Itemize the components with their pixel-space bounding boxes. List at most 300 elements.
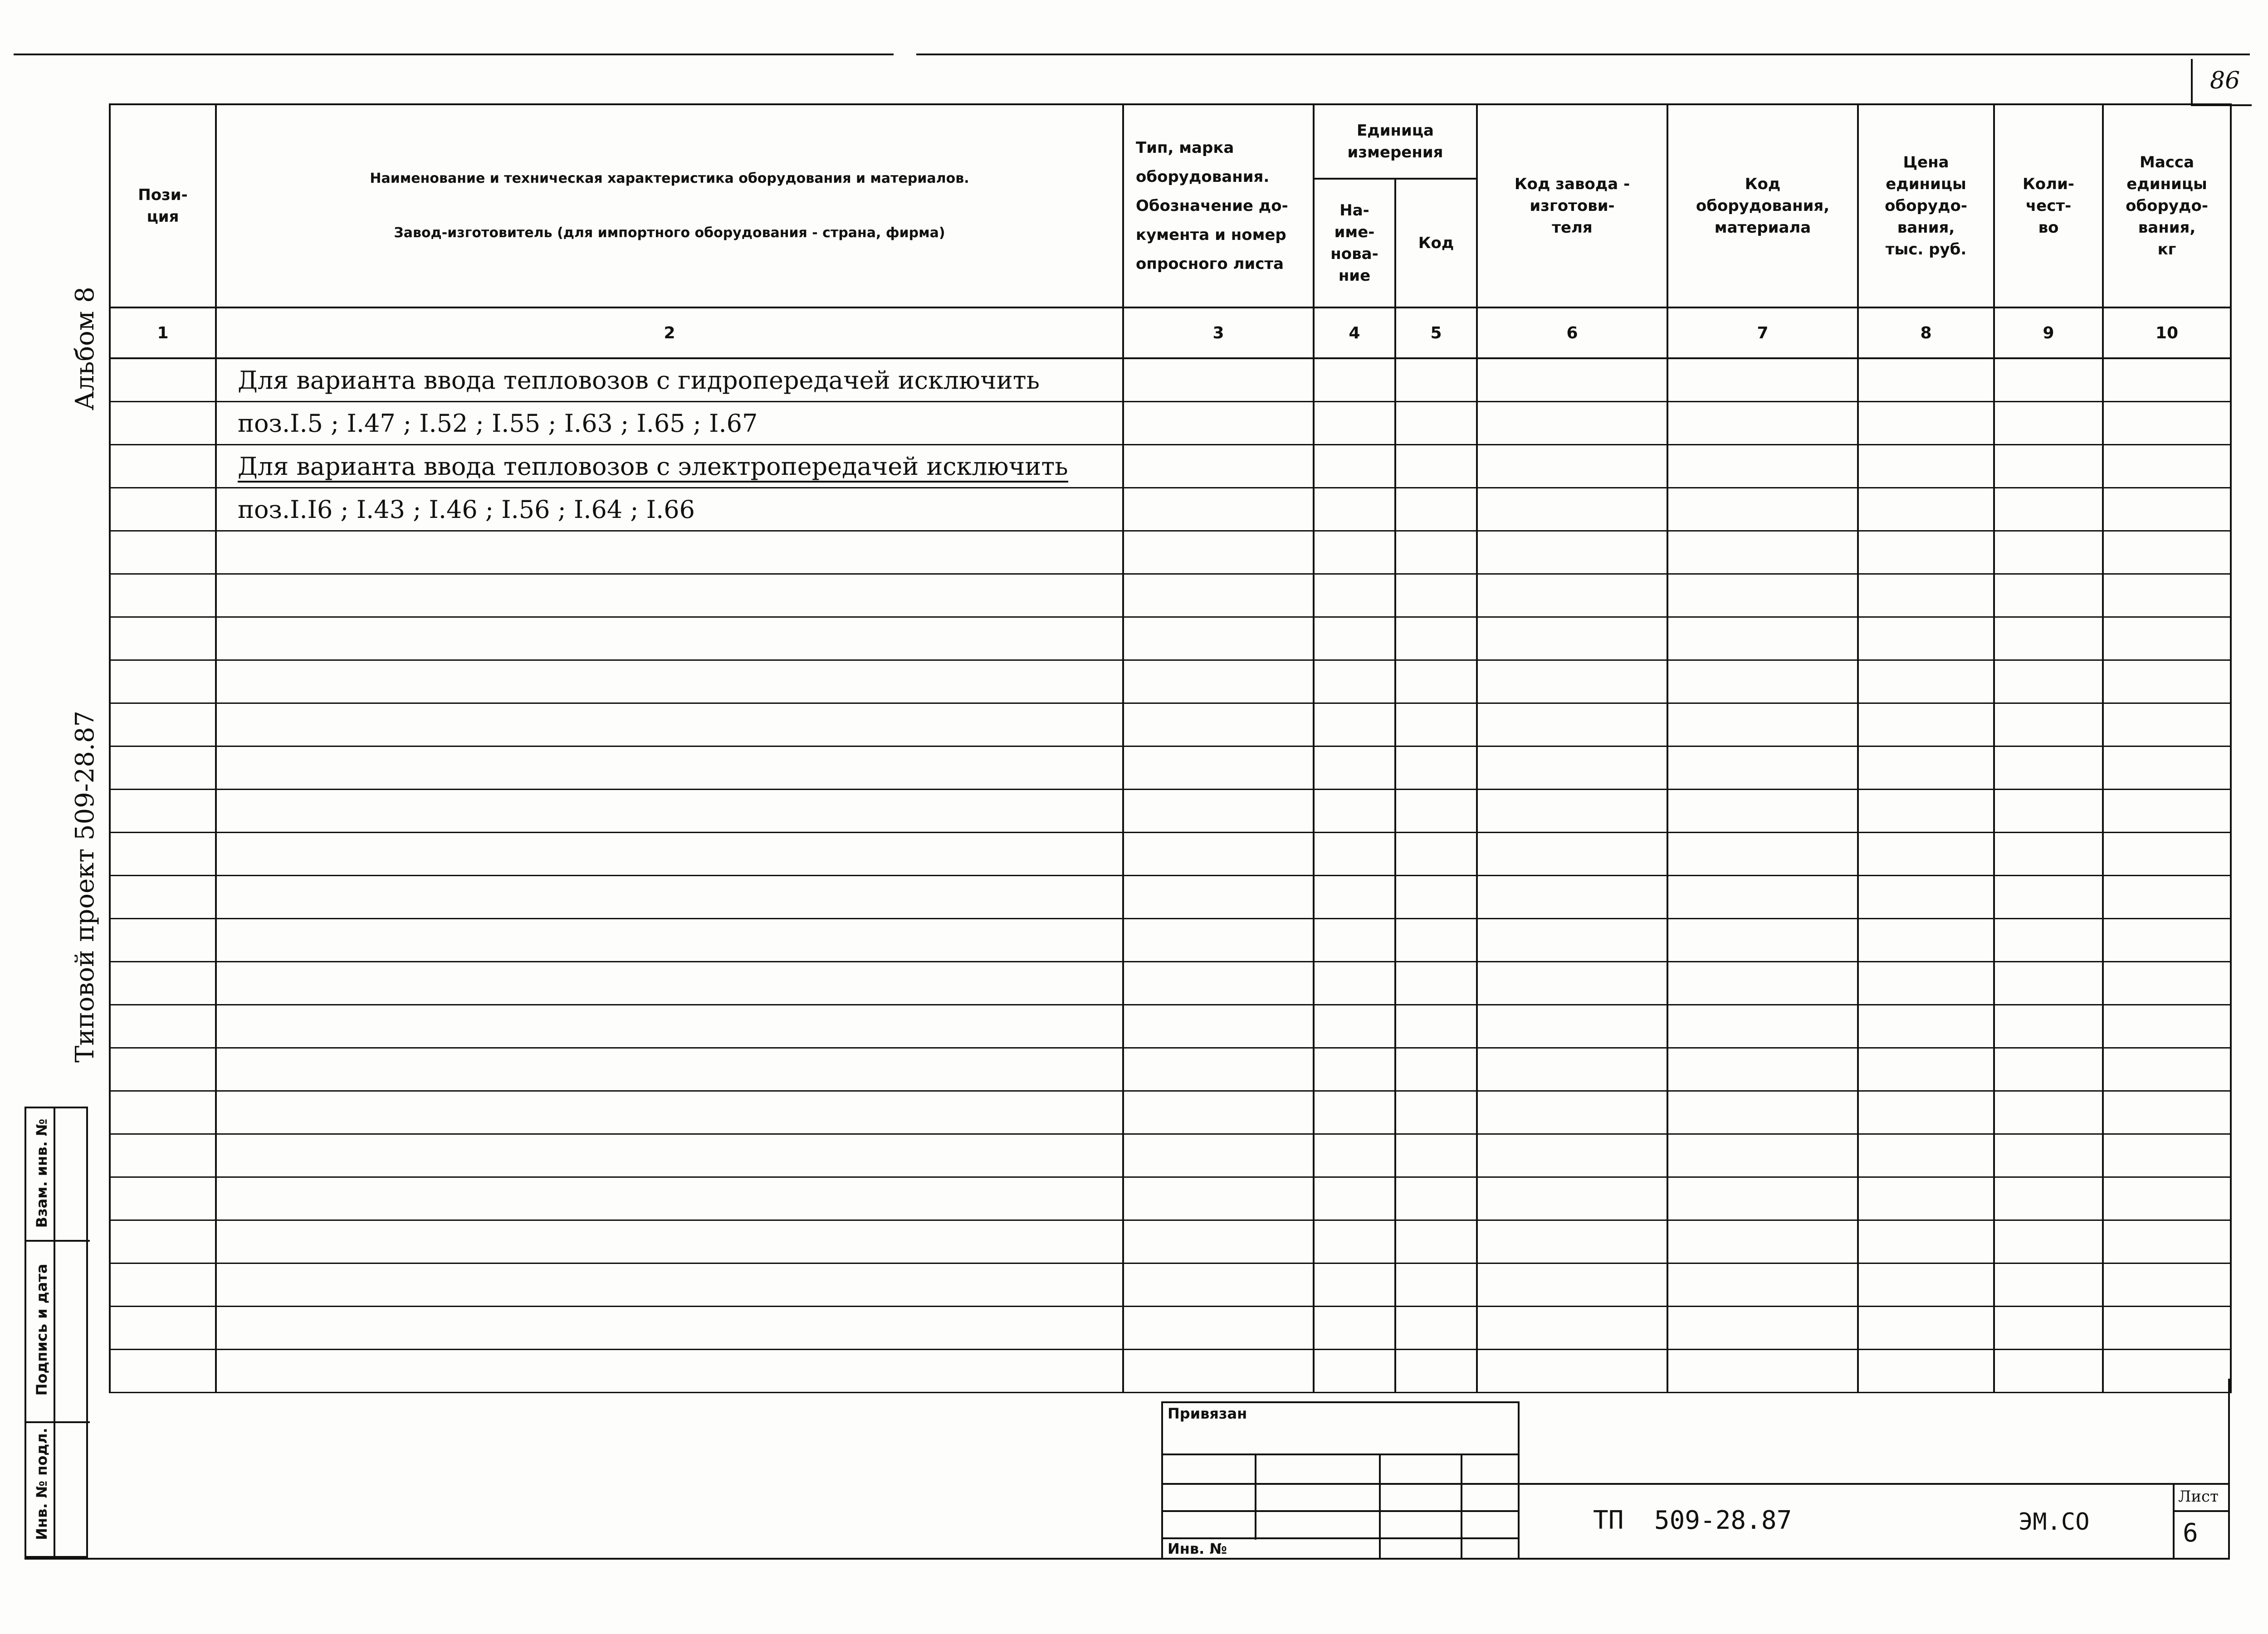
table-cell (1395, 833, 1477, 876)
table-row (110, 574, 2231, 617)
table-cell (1123, 574, 1314, 617)
table-cell (110, 531, 216, 574)
table-cell (2103, 488, 2231, 531)
table-cell (1858, 1091, 1994, 1134)
table-cell (2103, 574, 2231, 617)
row-description (216, 531, 1123, 574)
table-cell (1477, 1220, 1667, 1263)
table-cell (1123, 1307, 1314, 1350)
table-cell (1123, 790, 1314, 833)
table-cell (2103, 1220, 2231, 1263)
table-cell (1395, 574, 1477, 617)
table-cell (1994, 445, 2103, 488)
table-cell (110, 402, 216, 445)
table-cell (1123, 1350, 1314, 1393)
table-cell (110, 617, 216, 660)
table-cell (1667, 746, 1858, 790)
table-cell (2103, 703, 2231, 746)
table-cell (110, 1091, 216, 1134)
table-cell (2103, 790, 2231, 833)
table-cell (1314, 402, 1395, 445)
table-row (110, 617, 2231, 660)
table-cell (2103, 1263, 2231, 1307)
table-cell (1395, 1134, 1477, 1177)
bound-stamp (1161, 1401, 1520, 1560)
table-cell (1477, 402, 1667, 445)
table-cell (1395, 790, 1477, 833)
table-row (110, 660, 2231, 703)
table-cell (110, 746, 216, 790)
table-cell (1994, 962, 2103, 1005)
stamp-original-inv: Инв. № подл. (33, 1428, 50, 1540)
table-cell (1477, 1091, 1667, 1134)
table-cell (110, 1263, 216, 1307)
table-row (110, 1048, 2231, 1091)
table-row (110, 919, 2231, 962)
table-cell (1395, 919, 1477, 962)
table-cell (1858, 402, 1994, 445)
table-row (110, 1091, 2231, 1134)
table-cell (1123, 445, 1314, 488)
row-description (216, 1005, 1123, 1048)
table-cell (1667, 1350, 1858, 1393)
column-number: 2 (216, 307, 1123, 358)
column-number: 1 (110, 307, 216, 358)
table-cell (1994, 746, 2103, 790)
table-cell (1314, 790, 1395, 833)
table-cell (1314, 574, 1395, 617)
table-cell (1858, 962, 1994, 1005)
table-cell (1858, 833, 1994, 876)
table-cell (1123, 703, 1314, 746)
table-cell (1667, 1177, 1858, 1220)
specification-body (110, 358, 2231, 1393)
table-cell (2103, 531, 2231, 574)
table-cell (1395, 1091, 1477, 1134)
table-cell (1477, 660, 1667, 703)
table-row (110, 358, 2231, 402)
table-cell (1994, 1091, 2103, 1134)
table-row (110, 1263, 2231, 1307)
table-cell (2103, 746, 2231, 790)
table-cell (110, 660, 216, 703)
table-cell (1395, 358, 1477, 402)
table-cell (1395, 1350, 1477, 1393)
row-description (216, 919, 1123, 962)
row-description (216, 1263, 1123, 1307)
table-cell (1667, 660, 1858, 703)
bound-label: Привязан (1168, 1405, 1247, 1422)
header-unit-code: Код (1395, 179, 1477, 307)
header-unit-price: Цена единицы оборудо- вания, тыс. руб. (1858, 104, 1994, 307)
table-cell (1123, 746, 1314, 790)
table-cell (1858, 1307, 1994, 1350)
table-cell (1314, 876, 1395, 919)
row-description (216, 402, 1123, 445)
table-cell (110, 574, 216, 617)
table-cell (1314, 1263, 1395, 1307)
table-cell (1477, 1005, 1667, 1048)
project-label: Типовой проект 509-28.87 (70, 711, 100, 1063)
column-number: 9 (1994, 307, 2103, 358)
table-cell (1994, 833, 2103, 876)
table-cell (1667, 358, 1858, 402)
row-description (216, 1091, 1123, 1134)
table-cell (110, 703, 216, 746)
column-number: 6 (1477, 307, 1667, 358)
table-cell (1395, 1048, 1477, 1091)
table-cell (1477, 1177, 1667, 1220)
table-row (110, 833, 2231, 876)
table-cell (1667, 574, 1858, 617)
table-cell (1858, 617, 1994, 660)
table-row (110, 703, 2231, 746)
table-cell (1858, 1048, 1994, 1091)
table-cell (1314, 1220, 1395, 1263)
table-cell (1314, 1091, 1395, 1134)
table-cell (1477, 1048, 1667, 1091)
table-cell (110, 445, 216, 488)
table-cell (1994, 1048, 2103, 1091)
row-description (216, 1048, 1123, 1091)
row-description (216, 1350, 1123, 1393)
table-row (110, 1350, 2231, 1393)
table-cell (1994, 1263, 2103, 1307)
row-description (216, 746, 1123, 790)
table-cell (1994, 1134, 2103, 1177)
table-row (110, 488, 2231, 531)
table-cell (110, 1005, 216, 1048)
table-cell (1858, 1134, 1994, 1177)
table-cell (1314, 919, 1395, 962)
table-cell (1314, 1048, 1395, 1091)
table-cell (110, 488, 216, 531)
table-cell (1858, 488, 1994, 531)
column-number: 5 (1395, 307, 1477, 358)
table-cell (1477, 1307, 1667, 1350)
header-position: Пози- ция (110, 104, 216, 307)
table-cell (2103, 1005, 2231, 1048)
table-cell (1123, 1220, 1314, 1263)
row-description (216, 445, 1123, 488)
row-text: Для варианта ввода тепловозов с электропередачей исключить (238, 452, 1068, 483)
row-description (216, 962, 1123, 1005)
table-cell (1395, 617, 1477, 660)
table-cell (1477, 962, 1667, 1005)
table-cell (1395, 876, 1477, 919)
table-cell (1994, 703, 2103, 746)
table-cell (1858, 790, 1994, 833)
table-cell (1314, 445, 1395, 488)
table-cell (1477, 1350, 1667, 1393)
header-equipment-code: Код оборудования, материала (1667, 104, 1858, 307)
table-cell (1667, 402, 1858, 445)
row-description (216, 1134, 1123, 1177)
table-cell (1123, 919, 1314, 962)
table-cell (2103, 445, 2231, 488)
table-cell (1477, 531, 1667, 574)
table-cell (1123, 617, 1314, 660)
table-row (110, 1220, 2231, 1263)
table-cell (1314, 746, 1395, 790)
table-row (110, 962, 2231, 1005)
header-type: Тип, марка оборудования. Обозначение до- кумента и номер опросного листа (1123, 104, 1314, 307)
table-cell (1314, 1005, 1395, 1048)
inventory-label: Инв. № (1168, 1540, 1227, 1557)
table-cell (1667, 703, 1858, 746)
table-row (110, 746, 2231, 790)
table-row (110, 1005, 2231, 1048)
row-description (216, 876, 1123, 919)
table-cell (1858, 919, 1994, 962)
table-cell (1395, 1263, 1477, 1307)
bottom-frame-line (24, 1558, 2230, 1560)
row-description (216, 703, 1123, 746)
row-description (216, 1177, 1123, 1220)
table-cell (1858, 445, 1994, 488)
table-cell (2103, 660, 2231, 703)
table-cell (1123, 358, 1314, 402)
header-quantity: Коли- чест- во (1994, 104, 2103, 307)
table-cell (1477, 1134, 1667, 1177)
table-cell (1395, 402, 1477, 445)
corner-number-box (2191, 59, 2252, 106)
header-name: Наименование и техническая характеристика оборудования и материалов. Завод-изготовитель (для импортного оборудования - страна, фирма) (216, 104, 1123, 307)
table-cell (1994, 660, 2103, 703)
table-cell (1667, 1091, 1858, 1134)
column-number: 4 (1314, 307, 1395, 358)
table-cell (1667, 1307, 1858, 1350)
table-cell (1994, 1307, 2103, 1350)
table-row (110, 531, 2231, 574)
table-cell (2103, 1134, 2231, 1177)
table-cell (1477, 574, 1667, 617)
table-row (110, 445, 2231, 488)
column-number-row (110, 307, 2231, 358)
table-cell (110, 1220, 216, 1263)
table-cell (2103, 617, 2231, 660)
table-cell (1994, 574, 2103, 617)
table-cell (1123, 402, 1314, 445)
table-cell (1858, 1263, 1994, 1307)
table-row (110, 790, 2231, 833)
table-cell (1667, 1005, 1858, 1048)
table-cell (110, 1134, 216, 1177)
table-cell (2103, 1048, 2231, 1091)
table-cell (1123, 1091, 1314, 1134)
table-cell (1667, 488, 1858, 531)
table-row (110, 876, 2231, 919)
table-cell (1395, 660, 1477, 703)
table-cell (1858, 1220, 1994, 1263)
table-cell (1477, 833, 1667, 876)
sheet-label: Лист (2178, 1488, 2219, 1506)
table-cell (2103, 402, 2231, 445)
table-cell (1994, 531, 2103, 574)
table-cell (1314, 617, 1395, 660)
table-cell (1395, 445, 1477, 488)
row-description (216, 574, 1123, 617)
row-text: Для варианта ввода тепловозов с гидропередачей исключить (238, 366, 1040, 395)
table-cell (1395, 1220, 1477, 1263)
column-number: 10 (2103, 307, 2231, 358)
table-cell (1858, 746, 1994, 790)
document-code: ТП 509-28.87 (1593, 1506, 1792, 1535)
table-cell (1477, 488, 1667, 531)
table-cell (1314, 488, 1395, 531)
table-cell (1994, 1177, 2103, 1220)
row-description (216, 358, 1123, 402)
table-cell (110, 1048, 216, 1091)
header-plant-code: Код завода - изготови- теля (1477, 104, 1667, 307)
row-description (216, 1307, 1123, 1350)
column-number: 7 (1667, 307, 1858, 358)
table-cell (1395, 488, 1477, 531)
row-description (216, 1220, 1123, 1263)
table-cell (1123, 962, 1314, 1005)
table-cell (1314, 833, 1395, 876)
table-cell (1477, 876, 1667, 919)
table-cell (1667, 1263, 1858, 1307)
table-row (110, 1134, 2231, 1177)
table-cell (110, 833, 216, 876)
table-cell (1858, 1005, 1994, 1048)
table-row (110, 1177, 2231, 1220)
table-cell (1477, 790, 1667, 833)
table-cell (1395, 703, 1477, 746)
specification-table (109, 103, 2232, 1393)
table-cell (110, 1307, 216, 1350)
table-cell (1667, 617, 1858, 660)
table-cell (1477, 617, 1667, 660)
table-cell (1123, 488, 1314, 531)
table-cell (1477, 1263, 1667, 1307)
table-cell (1123, 1263, 1314, 1307)
table-cell (1667, 445, 1858, 488)
table-cell (1994, 1005, 2103, 1048)
table-cell (110, 962, 216, 1005)
stamp-replaced-inv: Взам. инв. № (33, 1118, 50, 1228)
sheet-number: 6 (2183, 1518, 2198, 1548)
table-cell (1667, 919, 1858, 962)
table-cell (1994, 617, 2103, 660)
table-cell (1858, 1177, 1994, 1220)
table-cell (1858, 574, 1994, 617)
table-cell (2103, 358, 2231, 402)
table-cell (1667, 790, 1858, 833)
table-cell (1477, 445, 1667, 488)
table-cell (1314, 358, 1395, 402)
table-cell (110, 1350, 216, 1393)
row-text: поз.I.I6 ; I.43 ; I.46 ; I.56 ; I.64 ; I.66 (238, 495, 695, 524)
table-cell (1314, 962, 1395, 1005)
table-cell (1858, 531, 1994, 574)
table-cell (1123, 1134, 1314, 1177)
table-cell (1994, 919, 2103, 962)
top-rule-right (916, 54, 2250, 55)
table-cell (1123, 876, 1314, 919)
table-cell (1994, 790, 2103, 833)
table-cell (2103, 1091, 2231, 1134)
table-cell (1477, 703, 1667, 746)
stamp-signature-date: Подпись и дата (33, 1263, 50, 1396)
table-cell (1858, 876, 1994, 919)
table-cell (1667, 1220, 1858, 1263)
table-cell (1395, 962, 1477, 1005)
table-cell (1395, 746, 1477, 790)
table-cell (1994, 488, 2103, 531)
table-cell (1667, 1048, 1858, 1091)
table-cell (2103, 1177, 2231, 1220)
column-number: 8 (1858, 307, 1994, 358)
table-row (110, 1307, 2231, 1350)
table-cell (1477, 919, 1667, 962)
table-cell (110, 919, 216, 962)
row-description (216, 617, 1123, 660)
table-cell (1314, 1350, 1395, 1393)
table-cell (2103, 833, 2231, 876)
row-description (216, 660, 1123, 703)
table-cell (1395, 531, 1477, 574)
table-row (110, 402, 2231, 445)
table-cell (1858, 358, 1994, 402)
column-number: 3 (1123, 307, 1314, 358)
table-cell (1667, 1134, 1858, 1177)
table-cell (1123, 833, 1314, 876)
table-cell (1667, 876, 1858, 919)
table-cell (110, 1177, 216, 1220)
table-cell (2103, 962, 2231, 1005)
table-cell (1477, 746, 1667, 790)
table-cell (1858, 703, 1994, 746)
table-cell (1667, 531, 1858, 574)
table-cell (1994, 876, 2103, 919)
table-cell (1123, 531, 1314, 574)
table-cell (2103, 1350, 2231, 1393)
table-cell (1994, 1350, 2103, 1393)
row-description (216, 488, 1123, 531)
row-description (216, 790, 1123, 833)
table-cell (110, 876, 216, 919)
table-cell (1858, 1350, 1994, 1393)
table-cell (1994, 402, 2103, 445)
table-cell (1395, 1005, 1477, 1048)
table-cell (1314, 1134, 1395, 1177)
table-cell (1314, 1307, 1395, 1350)
table-cell (1314, 660, 1395, 703)
row-text: поз.I.5 ; I.47 ; I.52 ; I.55 ; I.63 ; I.65 ; I.67 (238, 409, 758, 438)
table-cell (1667, 962, 1858, 1005)
top-rule (14, 54, 894, 55)
table-cell (110, 790, 216, 833)
table-cell (1395, 1177, 1477, 1220)
table-cell (1314, 1177, 1395, 1220)
header-unit-mass: Масса единицы оборудо- вания, кг (2103, 104, 2231, 307)
album-label: Альбом 8 (70, 287, 100, 410)
table-cell (2103, 876, 2231, 919)
table-cell (1314, 703, 1395, 746)
table-cell (1395, 1307, 1477, 1350)
header-unit-group: Единица измерения (1314, 104, 1477, 179)
table-cell (1667, 833, 1858, 876)
table-cell (2103, 919, 2231, 962)
table-cell (110, 358, 216, 402)
table-cell (1477, 358, 1667, 402)
table-cell (1314, 531, 1395, 574)
table-cell (2103, 1307, 2231, 1350)
corner-number: 86 (2210, 67, 2240, 94)
table-cell (1123, 660, 1314, 703)
